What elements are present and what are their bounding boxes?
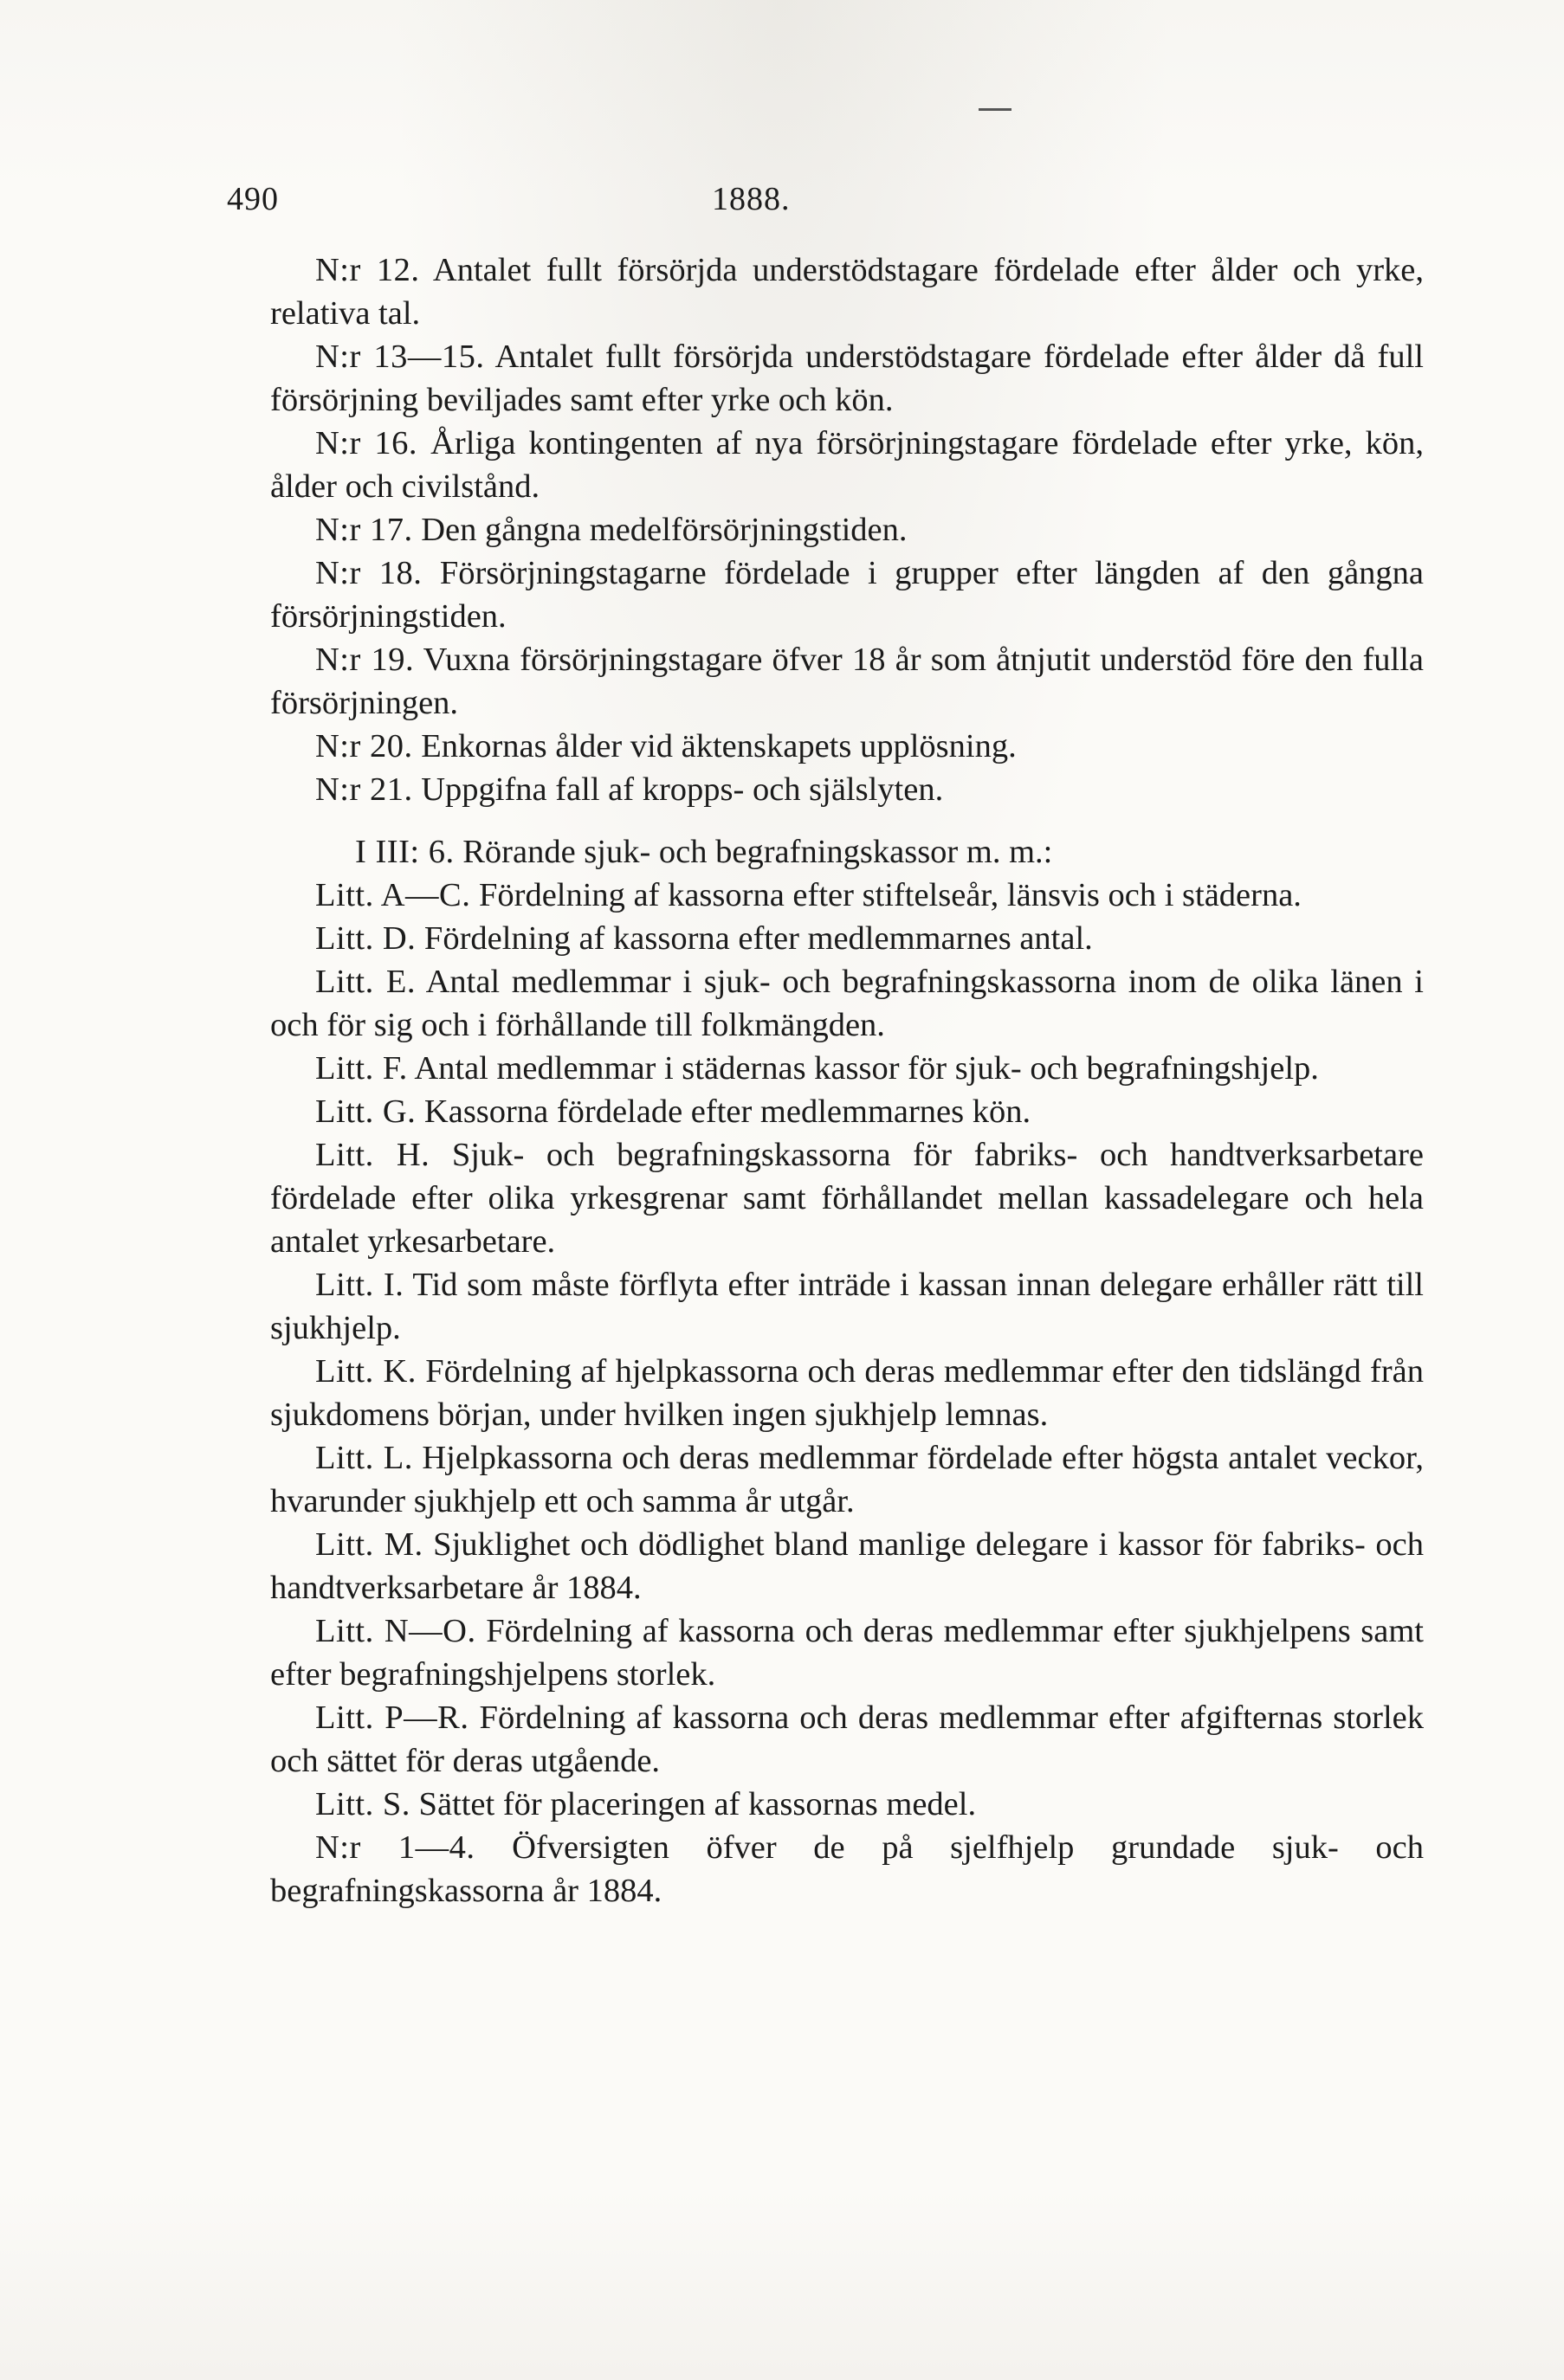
- list-item: [270, 551, 1424, 638]
- entry-text: Uppgifna fall af kropps- och själslyten.: [421, 771, 944, 808]
- entry-label: Litt. K.: [315, 1353, 417, 1390]
- page-number: 490: [227, 181, 279, 217]
- list-item: [270, 1350, 1424, 1436]
- list-item: [270, 508, 1424, 551]
- list-item: [270, 1047, 1424, 1090]
- entry-label: Litt. P—R.: [315, 1700, 469, 1736]
- entry-label: Litt. N—O.: [315, 1613, 476, 1649]
- list-item: [270, 917, 1424, 960]
- list-item: [270, 1609, 1424, 1696]
- entry-label: N:r 1—4.: [315, 1829, 475, 1866]
- running-head: [227, 180, 1422, 229]
- entry-text: Vuxna försörjningstagare öfver 18 år som åtnjutit understöd före den fulla försörjningen.: [270, 642, 1424, 721]
- entry-text: Öfversigten öfver de på sjelfhjelp grundade sjuk- och begrafningskassorna år 1884.: [270, 1829, 1425, 1909]
- entry-label: N:r 13—15.: [315, 339, 485, 375]
- entry-text: Fördelning af hjelpkassorna och deras medlemmar efter den tidslängd från sjukdomens början, under hvilken ingen sjukhjelp lemnas.: [270, 1353, 1424, 1433]
- list-item: [270, 1090, 1424, 1133]
- entry-text: Enkornas ålder vid äktenskapets upplösning.: [421, 728, 1017, 764]
- list-item: [270, 874, 1424, 917]
- entry-text: Fördelning af kassorna och deras medlemmar efter sjukhjelpens samt efter begrafningshjelpens storlek.: [270, 1613, 1425, 1693]
- list-item: [270, 1133, 1424, 1263]
- entry-label: Litt. E.: [315, 964, 417, 1000]
- body-text: [270, 248, 1424, 1912]
- entry-label: N:r 17.: [315, 512, 413, 548]
- entry-text: Hjelpkassorna och deras medlemmar fördelade efter högsta antalet veckor, hvarunder sjukhjelp ett och samma år utgår.: [270, 1440, 1425, 1519]
- entry-label: Litt. A—C.: [315, 877, 471, 913]
- list-item: [270, 1696, 1424, 1783]
- entry-label: Litt. D.: [315, 920, 417, 957]
- list-item: [270, 1436, 1424, 1523]
- print-mark: [979, 108, 1011, 111]
- entry-label: Litt. G.: [315, 1093, 417, 1130]
- section-label: I III: 6.: [355, 834, 455, 870]
- list-item: [270, 1263, 1424, 1350]
- entry-text: Årliga kontingenten af nya försörjningstagare fördelade efter yrke, kön, ålder och civilstånd.: [270, 425, 1425, 505]
- entry-label: Litt. S.: [315, 1786, 410, 1822]
- entry-label: N:r 16.: [315, 425, 418, 461]
- entry-text: Kassorna fördelade efter medlemmarnes kön.: [423, 1093, 1031, 1130]
- list-item: [270, 725, 1424, 768]
- entry-label: N:r 12.: [315, 252, 420, 288]
- list-item: [270, 960, 1424, 1047]
- entry-label: Litt. L.: [315, 1440, 413, 1476]
- entry-label: Litt. M.: [315, 1526, 423, 1563]
- section-heading: [270, 830, 1424, 874]
- list-item: [270, 1826, 1424, 1912]
- list-item: [270, 248, 1424, 335]
- entry-text: Tid som måste förflyta efter inträde i kassan innan delegare erhåller rätt till sjukhjelp.: [270, 1267, 1424, 1346]
- running-head-year: 1888.: [712, 181, 791, 217]
- entry-label: Litt. I.: [315, 1267, 404, 1303]
- entry-label: Litt. H.: [315, 1137, 430, 1173]
- list-item: [270, 1783, 1424, 1826]
- entry-text: Antalet fullt försörjda understödstagare fördelade efter ålder då full försörjning beviljades samt efter yrke och kön.: [270, 339, 1424, 418]
- entry-text: Sjuklighet och dödlighet bland manlige delegare i kassor för fabriks- och handtverksarbetare år 1884.: [270, 1526, 1425, 1606]
- entry-label: N:r 19.: [315, 642, 415, 678]
- entry-text: Försörjningstagarne fördelade i grupper efter längden af den gångna försörjningstiden.: [270, 555, 1424, 635]
- list-item: [270, 335, 1424, 422]
- list-item: [270, 768, 1424, 811]
- entry-text: Fördelning af kassorna efter stiftelseår, länsvis och i städerna.: [478, 877, 1302, 913]
- list-item: [270, 422, 1424, 508]
- entry-text: Antalet fullt försörjda understödstagare fördelade efter ålder och yrke, relativa tal.: [270, 252, 1424, 332]
- entry-text: Fördelning af kassorna efter medlemmarnes antal.: [423, 920, 1093, 957]
- entry-label: N:r 20.: [315, 728, 413, 764]
- entry-text: Sjuk- och begrafningskassorna för fabriks- och handtverksarbetare fördelade efter olika yrkesgrenar samt förhållandet mellan kassadelegare och hela antalet yrkesarbetare.: [270, 1137, 1425, 1260]
- list-item: [270, 1523, 1424, 1609]
- entry-label: N:r 18.: [315, 555, 423, 591]
- list-item: [270, 638, 1424, 725]
- entry-label: Litt. F.: [315, 1050, 408, 1087]
- entry-text: Antal medlemmar i sjuk- och begrafningskassorna inom de olika länen i och för sig och i förhållande till folkmängden.: [270, 964, 1424, 1043]
- entry-text: Den gångna medelförsörjningstiden.: [421, 512, 908, 548]
- entry-text: Sättet för placeringen af kassornas medel.: [418, 1786, 977, 1822]
- entry-text: Fördelning af kassorna och deras medlemmar efter afgifternas storlek och sättet för deras utgående.: [270, 1700, 1424, 1779]
- section-text: Rörande sjuk- och begrafningskassor m. m.:: [462, 834, 1053, 870]
- entry-text: Antal medlemmar i städernas kassor för sjuk- och begrafningshjelp.: [414, 1050, 1319, 1087]
- entry-label: N:r 21.: [315, 771, 413, 808]
